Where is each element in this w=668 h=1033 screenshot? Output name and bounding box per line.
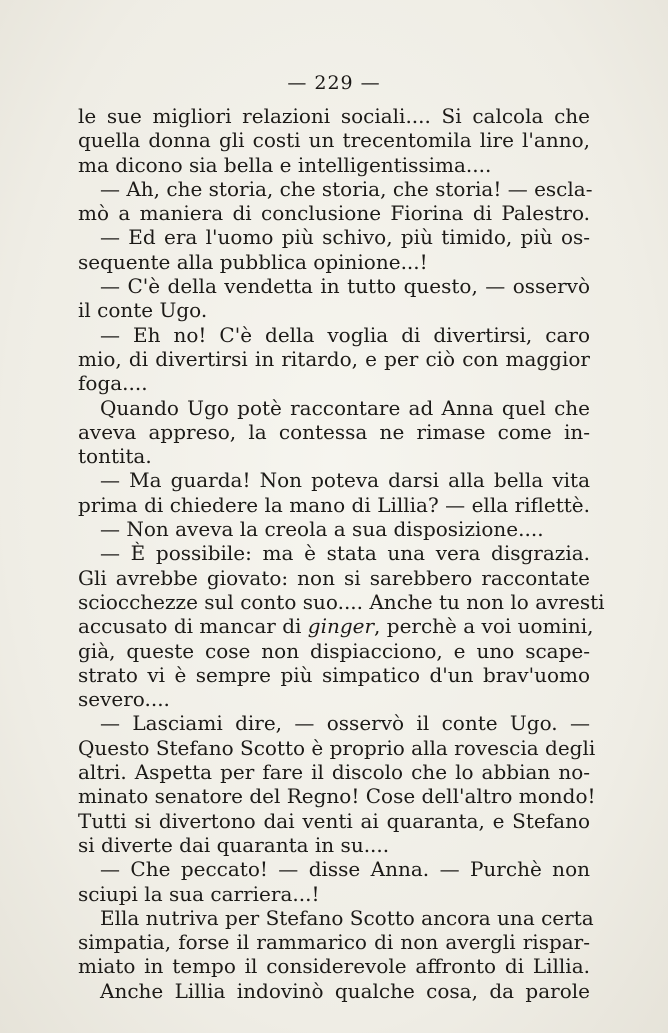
text-line: le sue migliori relazioni sociali.... Si calcola che: [78, 104, 590, 128]
text-line: aveva appreso, la contessa ne rimase come in-: [78, 419, 590, 444]
text-line: — Ah, che storia, che storia, che storia! — escla-: [100, 176, 593, 201]
text-line: prima di chiedere la mano di Lillia? — ella riflettè.: [78, 492, 590, 517]
text-line: sciupi la sua carriera...!: [78, 881, 320, 906]
text-line: quella donna gli costi un trecentomila lire l'anno,: [78, 128, 590, 153]
text-line: — Che peccato! — disse Anna. — Purchè non: [100, 857, 590, 882]
text-line: minato senatore del Regno! Cose dell'altro mondo!: [78, 784, 596, 809]
text-line: strato vi è sempre più simpatico d'un brav'uomo: [78, 662, 590, 687]
text-line: severo....: [78, 687, 170, 712]
text-line: accusato di mancar di ginger, perchè a voi uomini,: [78, 614, 594, 639]
page-number: — 229 —: [287, 72, 381, 94]
text-line: già, queste cose non dispiacciono, e uno scape-: [78, 638, 590, 663]
text-line: Anche Lillia indovinò qualche cosa, da parole: [100, 978, 590, 1003]
text-line: si diverte dai quaranta in su....: [78, 832, 390, 857]
text-line: — Lasciami dire, — osservò il conte Ugo. —: [100, 711, 590, 736]
text-line: ma dicono sia bella e intelligentissima....: [78, 152, 492, 177]
text-line: Tutti si divertono dai venti ai quaranta, e Stefano: [78, 808, 590, 833]
text-line: foga....: [78, 371, 148, 396]
text-line: il conte Ugo.: [78, 298, 208, 323]
text-line: Ella nutriva per Stefano Scotto ancora una certa: [100, 905, 594, 930]
text-line: miato in tempo il considerevole affronto di Lillia.: [78, 954, 590, 979]
text-line: — Eh no! C'è della voglia di divertirsi, caro: [100, 322, 590, 347]
text-line: mio, di divertirsi in ritardo, e per ciò con maggior: [78, 346, 590, 371]
text-line: altri. Aspetta per fare il discolo che lo abbian no-: [78, 760, 590, 785]
text-line: mò a maniera di conclusione Fiorina di Palestro.: [78, 201, 590, 226]
text-line: — È possibile: ma è stata una vera disgrazia.: [100, 541, 590, 566]
text-line: — Ed era l'uomo più schivo, più timido, più os-: [100, 225, 590, 250]
text-line: sequente alla pubblica opinione...!: [78, 249, 428, 274]
body-text: [78, 104, 605, 1003]
text-line: — Non aveva la creola a sua disposizione....: [100, 517, 544, 542]
text-line: tontita.: [78, 444, 152, 469]
text-line: — C'è della vendetta in tutto questo, — osservò: [100, 274, 590, 299]
text-line: — Ma guarda! Non poteva darsi alla bella vita: [100, 468, 590, 493]
text-line: Gli avrebbe giovato: non si sarebbero raccontate: [78, 565, 590, 590]
text-line: Questo Stefano Scotto è proprio alla rovescia degli: [78, 735, 596, 760]
italic-word: ginger: [307, 614, 375, 639]
text-line: simpatia, forse il rammarico di non avergli rispar-: [78, 930, 590, 955]
text-line: Quando Ugo potè raccontare ad Anna quel che: [100, 395, 590, 420]
text-line: sciocchezze sul conto suo.... Anche tu non lo avresti: [78, 589, 605, 614]
